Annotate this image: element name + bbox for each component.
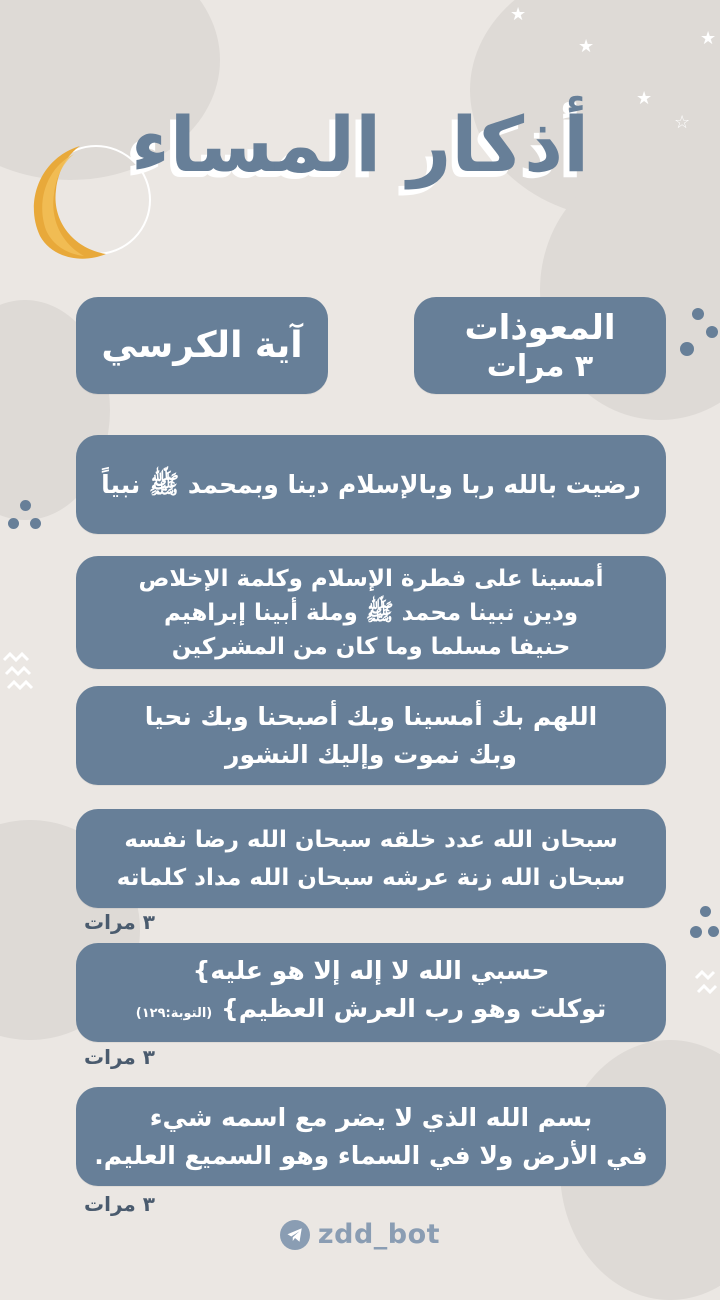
dhikr-card — [76, 686, 666, 785]
zigzag-decoration — [0, 650, 50, 700]
bot-handle-link[interactable]: zdd_bot — [317, 1219, 441, 1250]
dhikr-text: بسم الله الذي لا يضر مع اسمه شيء — [149, 1102, 593, 1132]
dhikr-text: سبحان الله عدد خلقه سبحان الله رضا نفسه — [124, 826, 618, 853]
star-icon: ☆ — [674, 112, 691, 133]
dhikr-text: أمسينا على فطرة الإسلام وكلمة الإخلاص — [138, 565, 604, 592]
dhikr-text: توكلت وهو رب العرش العظيم} — [220, 994, 607, 1023]
muawwidhat-button[interactable] — [414, 297, 666, 394]
dhikr-text: سبحان الله زنة عرشه سبحان الله مداد كلماته — [116, 864, 626, 891]
ayat-kursi-button[interactable] — [76, 297, 328, 394]
dhikr-card — [76, 809, 666, 908]
quran-reference: (التوبة:١٢٩) — [135, 1006, 213, 1021]
star-icon: ★ — [636, 88, 653, 109]
repeat-count: ٣ مرات — [84, 1192, 155, 1216]
dhikr-card — [76, 556, 666, 669]
dhikr-text: حسبي الله لا إله إلا هو عليه} — [192, 956, 550, 985]
zigzag-decoration — [694, 968, 720, 1008]
muawwidhat-count: ٣ مرات — [486, 348, 594, 384]
star-icon: ★ — [578, 36, 595, 57]
page-title: أذكار المساء — [130, 100, 590, 189]
star-icon: ★ — [700, 28, 717, 49]
dhikr-text: ودين نبينا محمد ﷺ وملة أبينا إبراهيم — [163, 599, 579, 626]
telegram-icon[interactable] — [280, 1220, 310, 1250]
decorative-dots — [678, 306, 718, 366]
ayat-kursi-label: آية الكرسي — [101, 324, 303, 366]
dhikr-card — [76, 435, 666, 534]
dhikr-text: رضيت بالله ربا وبالإسلام دينا وبمحمد ﷺ نبياً — [101, 469, 641, 499]
star-icon: ★ — [510, 4, 527, 25]
decorative-dots — [688, 904, 720, 944]
muawwidhat-label: المعوذات — [464, 307, 616, 348]
dhikr-card — [76, 943, 666, 1042]
dhikr-text-with-ref — [136, 990, 606, 1033]
decorative-dots — [8, 498, 48, 538]
dhikr-card — [76, 1087, 666, 1186]
dhikr-text: اللهم بك أمسينا وبك أصبحنا وبك نحيا — [144, 701, 598, 731]
dhikr-text: حنيفا مسلما وما كان من المشركين — [171, 633, 571, 660]
dhikr-text: وبك نموت وإليك النشور — [225, 739, 517, 769]
footer — [0, 1219, 720, 1250]
dhikr-text: في الأرض ولا في السماء وهو السميع العليم. — [94, 1140, 648, 1170]
repeat-count: ٣ مرات — [84, 1045, 155, 1069]
repeat-count: ٣ مرات — [84, 910, 155, 934]
